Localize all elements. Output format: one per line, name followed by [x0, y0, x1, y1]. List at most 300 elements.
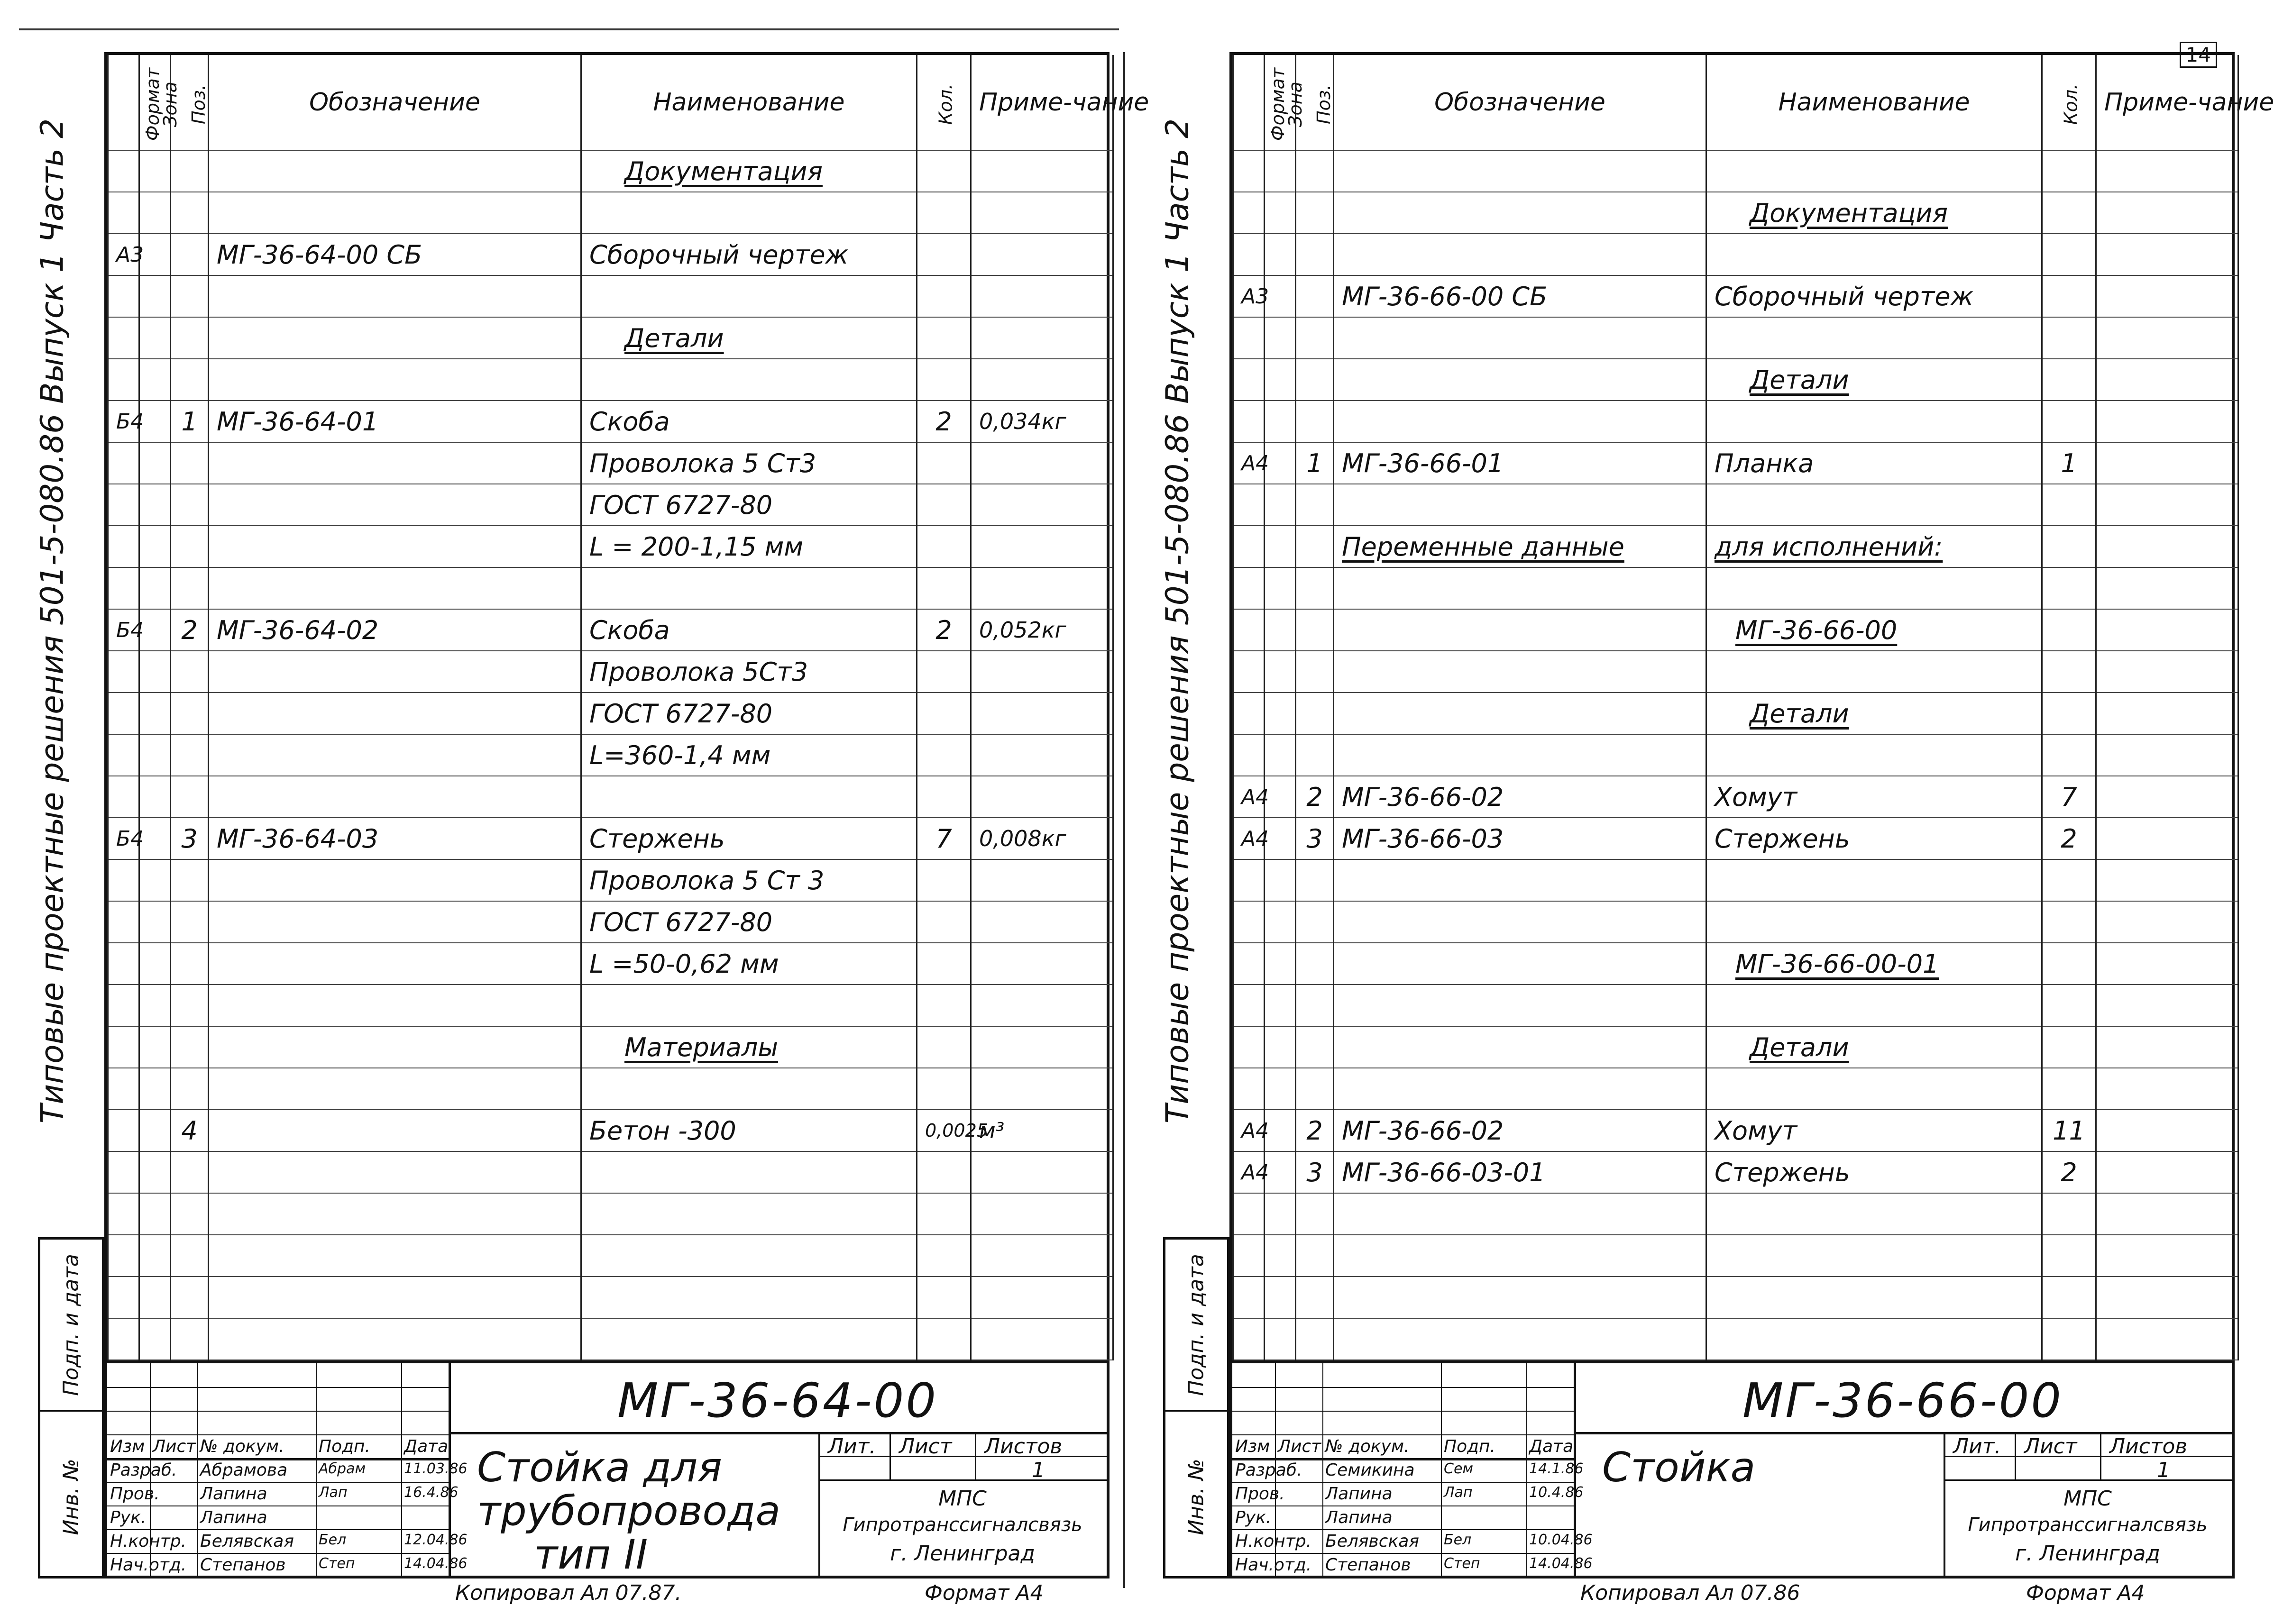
cell-pos: [1296, 1235, 1334, 1277]
stamp-inventory-cell: [40, 1412, 102, 1582]
cell-pos: 4: [171, 1110, 209, 1151]
cell-zone: [139, 484, 171, 526]
cell-qty: [917, 359, 971, 401]
cell-qty: [2042, 150, 2096, 192]
cell-qty: 2: [917, 609, 971, 651]
cell-qty: [917, 651, 971, 693]
cell-name: [1706, 1235, 2042, 1277]
tb-header-label: Изм: [110, 1437, 145, 1456]
cell-pos: [1296, 1277, 1334, 1318]
cell-format: [1233, 317, 1265, 359]
cell-zone: [139, 192, 171, 234]
cell-qty: [2042, 943, 2096, 985]
cell-name: Детали: [1706, 693, 2042, 734]
cell-name: Стержень: [1706, 818, 2042, 859]
tb-person-name: Лапина: [1325, 1484, 1393, 1504]
cell-qty: [917, 943, 971, 985]
cell-format: Б4: [108, 818, 139, 859]
cell-name: [581, 1068, 917, 1110]
table-row: [1233, 943, 2238, 985]
cell-note: [2096, 1151, 2238, 1193]
cell-name: [1706, 317, 2042, 359]
cell-name: [581, 192, 917, 234]
cell-qty: [2042, 1026, 2096, 1068]
cell-zone: [139, 651, 171, 693]
tb-vline: [1526, 1363, 1527, 1576]
cell-zone: [1265, 693, 1296, 734]
cell-zone: [139, 442, 171, 484]
table-row: [108, 275, 1113, 317]
table-row: [108, 776, 1113, 818]
cell-qty: [917, 234, 971, 275]
cell-qty: [2042, 567, 2096, 609]
cell-designation: [1334, 734, 1706, 776]
copied-note: Копировал Ал 07.87.: [455, 1581, 682, 1605]
cell-format: [108, 985, 139, 1026]
table-row: [1233, 818, 2238, 859]
cell-note: [2096, 1235, 2238, 1277]
cell-zone: [139, 1318, 171, 1360]
cell-qty: [917, 1068, 971, 1110]
cell-pos: [171, 1026, 209, 1068]
cell-qty: [917, 317, 971, 359]
cell-note: [971, 985, 1113, 1026]
table-row: [1233, 1235, 2238, 1277]
header-designation: [1334, 55, 1706, 150]
cell-name: [1706, 985, 2042, 1026]
cell-name: Детали: [1706, 359, 2042, 401]
stamp-signature-label: Подп. и дата: [59, 1254, 83, 1396]
spec-header-row: [108, 55, 1113, 150]
cell-designation: [209, 442, 581, 484]
cell-zone: [1265, 484, 1296, 526]
cell-qty: [917, 1235, 971, 1277]
header-qty-left: [917, 55, 971, 150]
cell-format: [108, 859, 139, 901]
org-line-2: Гипротранссигналсвязь: [843, 1514, 1082, 1536]
cell-designation: [1334, 609, 1706, 651]
cell-name: Скоба: [581, 609, 917, 651]
table-row: [108, 484, 1113, 526]
cell-zone: [1265, 734, 1296, 776]
cell-pos: [171, 150, 209, 192]
sheet-left: [0, 52, 1149, 1605]
tb-hline: [107, 1411, 449, 1412]
cell-name: [1706, 401, 2042, 442]
cell-note: 0,052кг: [971, 609, 1113, 651]
cell-note: [2096, 651, 2238, 693]
cell-pos: [1296, 609, 1334, 651]
cell-note: 0,008кг: [971, 818, 1113, 859]
cell-pos: [1296, 859, 1334, 901]
spec-table: [104, 52, 1149, 1363]
header-format: [108, 55, 164, 150]
cell-designation: [209, 1151, 581, 1193]
table-row: [108, 693, 1113, 734]
cell-designation: [209, 693, 581, 734]
tb-vline: [401, 1363, 402, 1576]
cell-designation: [1334, 484, 1706, 526]
table-row: [1233, 401, 2238, 442]
table-row: [1233, 1151, 2238, 1193]
tb-header-label: Подп.: [319, 1437, 370, 1456]
cell-pos: [1296, 901, 1334, 943]
cell-note: [2096, 567, 2238, 609]
title-line-3: тип II: [534, 1531, 648, 1578]
tb-person-name: Лапина: [1325, 1508, 1393, 1527]
cell-qty: [917, 985, 971, 1026]
tb-header-label: Дата: [1529, 1437, 1574, 1456]
cell-zone: [1265, 317, 1296, 359]
cell-format: А4: [1233, 442, 1265, 484]
cell-pos: [171, 1235, 209, 1277]
cell-pos: [171, 1151, 209, 1193]
stamp-inventory-cell: [1165, 1412, 1227, 1582]
tb-hline: [818, 1479, 1107, 1481]
tb-hline: [1232, 1529, 1574, 1530]
cell-zone: [1265, 234, 1296, 275]
cell-name: [1706, 734, 2042, 776]
table-row: [108, 1235, 1113, 1277]
cell-designation: МГ-36-66-00 СБ: [1334, 275, 1706, 317]
cell-format: [1233, 734, 1265, 776]
cell-format: [1233, 859, 1265, 901]
cell-zone: [1265, 859, 1296, 901]
cell-designation: [209, 150, 581, 192]
cell-pos: [1296, 693, 1334, 734]
cell-note: [971, 526, 1113, 567]
cell-format: А4: [1233, 776, 1265, 818]
tb-date: 14.04.86: [1529, 1555, 1593, 1572]
tb-header-label: Подп.: [1444, 1437, 1495, 1456]
cell-format: Б4: [108, 401, 139, 442]
table-row: [108, 1277, 1113, 1318]
header-note: [2096, 55, 2274, 150]
cell-pos: [171, 1193, 209, 1235]
cell-pos: 1: [171, 401, 209, 442]
tb-date: 14.04.86: [404, 1555, 468, 1572]
tb-date: 12.04.86: [404, 1532, 468, 1548]
cell-note: [971, 901, 1113, 943]
cell-designation: [1334, 1318, 1706, 1360]
header-name: [1706, 55, 2042, 150]
table-row: [1233, 150, 2238, 192]
cell-qty: 7: [2042, 776, 2096, 818]
cell-note: [971, 1277, 1113, 1318]
sheets-label: Листов: [984, 1434, 1063, 1459]
table-row: [108, 567, 1113, 609]
cell-format: [1233, 1277, 1265, 1318]
cell-name: Бетон -300: [581, 1110, 917, 1151]
cell-qty: [2042, 484, 2096, 526]
tb-signature: Степ: [319, 1555, 355, 1572]
cell-zone: [139, 1235, 171, 1277]
cell-qty: [2042, 1193, 2096, 1235]
cell-zone: [139, 776, 171, 818]
lit-label: Лит.: [828, 1434, 876, 1459]
tb-hline: [1232, 1505, 1574, 1506]
cell-format: [1233, 359, 1265, 401]
table-row: [108, 1026, 1113, 1068]
cell-designation: [209, 526, 581, 567]
tb-hline: [1232, 1553, 1574, 1554]
document-number: МГ-36-66-00: [1742, 1373, 2063, 1428]
cell-qty: [917, 567, 971, 609]
cell-pos: [171, 1318, 209, 1360]
table-row: [1233, 567, 2238, 609]
cell-name: L=360-1,4 мм: [581, 734, 917, 776]
cell-zone: [1265, 275, 1296, 317]
cell-qty: [2042, 734, 2096, 776]
cell-qty: [917, 275, 971, 317]
cell-pos: [1296, 192, 1334, 234]
org-line-3: г. Ленинград: [890, 1542, 1035, 1566]
cell-qty: [2042, 901, 2096, 943]
cell-name: [581, 275, 917, 317]
cell-note: [2096, 859, 2238, 901]
cell-format: [1233, 1026, 1265, 1068]
cell-name: [581, 359, 917, 401]
format-note: Формат А4: [2026, 1581, 2145, 1605]
cell-format: [108, 317, 139, 359]
table-row: [108, 401, 1113, 442]
cell-qty: [917, 192, 971, 234]
cell-designation: [1334, 401, 1706, 442]
cell-note: [2096, 901, 2238, 943]
tb-date: 16.4.86: [404, 1484, 458, 1501]
org-line-1: МПС: [938, 1487, 987, 1511]
cell-zone: [139, 859, 171, 901]
spec-body: [1233, 55, 2274, 1360]
tb-person-name: Абрамова: [200, 1460, 288, 1480]
cell-format: [108, 1277, 139, 1318]
cell-pos: [171, 359, 209, 401]
cell-zone: [139, 693, 171, 734]
cell-zone: [139, 901, 171, 943]
cell-qty: [2042, 1068, 2096, 1110]
cell-pos: [171, 192, 209, 234]
cell-name: Проволока 5Ст3: [581, 651, 917, 693]
cell-pos: [171, 859, 209, 901]
table-row: [1233, 526, 2238, 567]
tb-role: Разраб.: [1235, 1460, 1302, 1480]
tb-role: Пров.: [110, 1484, 160, 1504]
cell-format: [1233, 1318, 1265, 1360]
page-number: 14: [2180, 42, 2217, 68]
cell-note: [2096, 943, 2238, 985]
cell-note: [2096, 484, 2238, 526]
cell-format: А3: [108, 234, 139, 275]
cell-format: [1233, 1068, 1265, 1110]
cell-name: [1706, 901, 2042, 943]
cell-note: [971, 1026, 1113, 1068]
header-name: [581, 55, 917, 150]
cell-qty: 11: [2042, 1110, 2096, 1151]
cell-zone: [139, 567, 171, 609]
tb-role: Н.контр.: [110, 1532, 187, 1551]
cell-designation: [1334, 359, 1706, 401]
title-line-1: Стойка: [1602, 1444, 1756, 1491]
table-row: [108, 150, 1113, 192]
tb-signature: Степ: [1444, 1555, 1480, 1572]
table-row: [108, 1151, 1113, 1193]
cell-name: Детали: [1706, 1026, 2042, 1068]
cell-zone: [1265, 359, 1296, 401]
side-stamp: [38, 1237, 104, 1578]
cell-designation: [209, 317, 581, 359]
tb-header-label: Изм: [1235, 1437, 1270, 1456]
cell-name: ГОСТ 6727-80: [581, 901, 917, 943]
cell-qty: 2: [2042, 1151, 2096, 1193]
cell-name: [1706, 234, 2042, 275]
cell-qty: 7: [917, 818, 971, 859]
tb-role: Нач.отд.: [110, 1555, 187, 1575]
document-number: МГ-36-64-00: [617, 1373, 938, 1428]
cell-format: [1233, 943, 1265, 985]
tb-role: Рук.: [1235, 1508, 1272, 1527]
cell-designation: МГ-36-66-01: [1334, 442, 1706, 484]
cell-note: [2096, 985, 2238, 1026]
cell-zone: [139, 234, 171, 275]
cell-zone: [1265, 442, 1296, 484]
cell-designation: [1334, 985, 1706, 1026]
cell-qty: [2042, 275, 2096, 317]
spec-header-row: [1233, 55, 2238, 150]
tb-hline: [107, 1387, 449, 1388]
cell-format: [108, 275, 139, 317]
cell-qty: [2042, 192, 2096, 234]
cell-format: [1233, 567, 1265, 609]
cell-name: L =50-0,62 мм: [581, 943, 917, 985]
cell-designation: [1334, 567, 1706, 609]
title-line-1: Стойка для: [477, 1444, 722, 1491]
cell-pos: [1296, 651, 1334, 693]
cell-note: [2096, 776, 2238, 818]
cell-note: [2096, 150, 2238, 192]
cell-zone: [139, 317, 171, 359]
tb-date: 11.03.86: [404, 1460, 468, 1477]
cell-designation: [1334, 1193, 1706, 1235]
tb-signature: Лап: [319, 1484, 348, 1501]
cell-name: МГ-36-66-00-01: [1706, 943, 2042, 985]
table-row: [108, 192, 1113, 234]
cell-qty: [917, 1151, 971, 1193]
cell-pos: [171, 693, 209, 734]
cell-note: [2096, 192, 2238, 234]
table-row: [1233, 359, 2238, 401]
cell-zone: [139, 609, 171, 651]
cell-pos: 3: [1296, 818, 1334, 859]
cell-note: [2096, 818, 2238, 859]
table-row: [108, 1110, 1113, 1151]
cell-pos: [1296, 1068, 1334, 1110]
cell-designation: [209, 734, 581, 776]
tb-signature: Сем: [1444, 1460, 1474, 1477]
tb-signature: Бел: [319, 1532, 347, 1548]
table-row: [108, 1318, 1113, 1360]
cell-pos: [1296, 275, 1334, 317]
cell-pos: 2: [171, 609, 209, 651]
tb-person-name: Лапина: [200, 1484, 267, 1504]
cell-note: [2096, 693, 2238, 734]
header-note: [971, 55, 1149, 150]
tb-hline: [1232, 1411, 1574, 1412]
cell-qty: [2042, 1318, 2096, 1360]
cell-zone: [1265, 1193, 1296, 1235]
table-row: [108, 985, 1113, 1026]
cell-note: [2096, 401, 2238, 442]
org-line-3: г. Ленинград: [2015, 1542, 2160, 1566]
cell-format: [108, 1235, 139, 1277]
cell-format: [108, 693, 139, 734]
cell-format: [1233, 901, 1265, 943]
header-label: Приме-чание: [979, 88, 1149, 117]
cell-zone: [1265, 1318, 1296, 1360]
cell-note: [971, 1318, 1113, 1360]
tb-vline: [2100, 1432, 2101, 1479]
table-row: [1233, 275, 2238, 317]
cell-pos: [1296, 317, 1334, 359]
cell-format: [108, 901, 139, 943]
cell-zone: [139, 359, 171, 401]
cell-zone: [139, 401, 171, 442]
cell-zone: [139, 1151, 171, 1193]
cell-designation: МГ-36-66-03-01: [1334, 1151, 1706, 1193]
side-title: Типовые проектные решения 501-5-080.86 Выпуск 1 Часть 2: [1159, 118, 1196, 1124]
cell-qty: [2042, 609, 2096, 651]
cell-note: [971, 1235, 1113, 1277]
cell-format: [108, 651, 139, 693]
cell-name: [581, 1318, 917, 1360]
cell-zone: [139, 943, 171, 985]
cell-zone: [139, 1068, 171, 1110]
header-label: Кол.: [2060, 83, 2081, 125]
cell-note: [971, 150, 1113, 192]
cell-zone: [1265, 609, 1296, 651]
cell-designation: [209, 1193, 581, 1235]
tb-signature: Бел: [1444, 1532, 1472, 1548]
cell-name: Проволока 5 Ст3: [581, 442, 917, 484]
cell-pos: [1296, 567, 1334, 609]
cell-pos: [171, 985, 209, 1026]
cell-format: [1233, 234, 1265, 275]
tb-date: 10.04.86: [1529, 1532, 1593, 1548]
tb-role: Нач.отд.: [1235, 1555, 1312, 1575]
cell-qty: [917, 484, 971, 526]
table-row: [108, 859, 1113, 901]
cell-format: [1233, 985, 1265, 1026]
cell-qty: [2042, 359, 2096, 401]
cell-zone: [1265, 818, 1296, 859]
cell-format: [108, 567, 139, 609]
tb-hline: [107, 1434, 449, 1435]
cell-zone: [1265, 651, 1296, 693]
tb-signature: Лап: [1444, 1484, 1473, 1501]
tb-vline: [1441, 1363, 1442, 1576]
cell-zone: [139, 818, 171, 859]
cell-designation: МГ-36-64-00 СБ: [209, 234, 581, 275]
cell-designation: МГ-36-64-01: [209, 401, 581, 442]
cell-pos: [171, 484, 209, 526]
cell-note: [971, 359, 1113, 401]
cell-qty: [2042, 401, 2096, 442]
cell-zone: [1265, 192, 1296, 234]
header-label: Обозначение: [1434, 88, 1605, 117]
table-row: [1233, 651, 2238, 693]
cell-format: Б4: [108, 609, 139, 651]
cell-zone: [1265, 567, 1296, 609]
cell-pos: [171, 943, 209, 985]
